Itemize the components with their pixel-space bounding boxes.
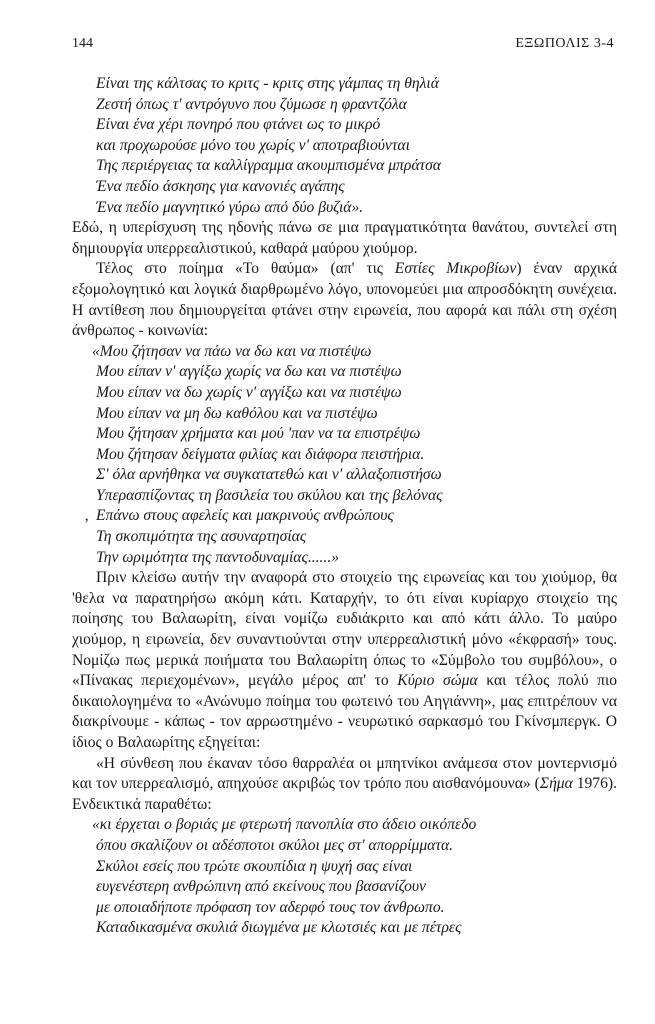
margin-mark: ‚: [84, 507, 90, 525]
paragraph-text: «Η σύνθεση που έκαναν τόσο θαρραλέα οι μπητνίκοι ανάμεσα στον μοντερνισμό και τον υπερρεαλισμό, απηχούσε ακριβώς τον τρόπο που αισθανόμουνα» (: [72, 754, 617, 793]
page-number: 144: [72, 36, 93, 51]
verse-line: Ένα πεδίο μαγνητικό γύρω από δύο βυζιά».: [96, 198, 364, 216]
verse-line: και προχωρούσε μόνο του χωρίς ν' αποτραβιούνται: [96, 136, 410, 154]
verse-line-marked: [84, 506, 617, 527]
verse-line: «Μου ζήτησαν να πάω να δω και να πιστέψω: [92, 342, 372, 360]
paragraph-text: ) έναν αρχικά εξομολογητικό και λογικά διαρθρωμένο λόγο, υπονομεύει μια απροσδόκητη συνέχεια. Η αντίθεση που δημιουργείται φτάνει στην ειρωνεία, που αφορά και πάλι στη σχέση άνθρωπος - κοινωνία:: [72, 260, 617, 340]
source-title: Σήμα: [539, 775, 573, 793]
paragraph: [72, 568, 617, 753]
paragraph-text: Πριν κλείσω αυτήν την αναφορά στο στοιχείο της ειρωνείας και του χιούμορ, θα 'θελα να παρατηρήσω ακόμη κάτι. Καταρχήν, το ότι είναι κυρίαρχο στοιχείο της ποίησης του Βαλαωρίτη, είναι νομίζω ευδιάκριτο και από κάτι άλλο. Το μαύρο χιούμορ, η ειρωνεία, δεν συναντιούνται στην υπερρεαλιστική μόνο «έκφρασή» τους. Νομίζω πως μερικά ποιήματα του Βαλαωρίτη όπως το «Σύμβολο του συμβόλου», ο «Πίνακας περιεχομένων», μεγάλο μέρος απ' το: [72, 569, 617, 690]
paragraph: [72, 259, 617, 341]
book-title: Εστίες Μικροβίων: [394, 260, 517, 278]
verse-line: «κι έρχεται ο βοριάς με φτερωτή πανοπλία στο άδειο οικόπεδο: [92, 816, 477, 834]
verse-line: Είναι της κάλτσας το κριτς - κριτς στης γάμπας τη θηλιά: [96, 75, 439, 92]
verse-line: Τη σκοπιμότητα της ασυναρτησίας: [96, 528, 307, 546]
paragraph: [72, 754, 617, 816]
verse-line: Ένα πεδίο άσκησης για κανονιές αγάπης: [96, 177, 345, 195]
verse-line: Σκύλοι εσείς που τρώτε σκουπίδια η ψυχή σας είναι: [96, 857, 413, 875]
paragraph: [72, 218, 617, 259]
verse-line: όπου σκαλίζουν οι αδέσποτοι σκύλοι μες στ' απορρίμματα.: [96, 836, 454, 854]
running-header: [72, 36, 614, 56]
verse-line: Της περιέργειας τα καλλίγραμμα ακουμπισμένα μπράτσα: [96, 157, 441, 175]
verse-line: Μου ζήτησαν χρήματα και μού 'παν να τα επιστρέψω: [96, 425, 421, 443]
paragraph-text: Τέλος στο ποίημα «Το θαύμα» (απ' τις: [96, 260, 395, 278]
book-title: Κύριο σώμα: [397, 672, 478, 690]
paragraph-text: Εδώ, η υπερίσχυση της ηδονής πάνω σε μια πραγματικότητα θανάτου, συντελεί στη δημιουργία υπερρεαλιστικού, καθαρά μαύρου χιούμορ.: [72, 219, 617, 257]
poem-excerpt-3: [72, 815, 617, 939]
paragraph-text: και τέλος πολύ πιο δικαιολογημένα το «Ανώνυμο ποίημα του φωτεινό του Αηγιάννη», μας επιτρέπουν να διακρίνουμε - κάπως - τον αρρωστημένο - νευρωτικό σαρκασμό του Γκίνσμπεργκ. Ο ίδιος ο Βαλαωρίτης εξηγείται:: [72, 672, 617, 751]
verse-line: Μου ζήτησαν δείγματα φιλίας και διάφορα πειστήρια.: [96, 445, 425, 463]
verse-line: Είναι ένα χέρι πονηρό που φτάνει ως το μικρό: [96, 116, 381, 134]
verse-line: Επάνω στους αφελείς και μακρινούς ανθρώπους: [96, 507, 394, 525]
journal-title: ΕΞΩΠΟΛΙΣ 3-4: [515, 36, 614, 51]
verse-line: ευγενέστερη ανθρώπινη από εκείνους που βασανίζουν: [96, 878, 426, 896]
poem-excerpt-2: [72, 342, 617, 569]
verse-line: Μου είπαν να μη δω καθόλου και να πιστέψω: [96, 404, 378, 422]
verse-line: Καταδικασμένα σκυλιά διωγμένα με κλωτσιές και με πέτρες: [96, 919, 462, 937]
verse-line: Την ωριμότητα της παντοδυναμίας......»: [96, 548, 340, 566]
poem-excerpt-1: [72, 74, 617, 218]
paragraph-text: 1976). Ενδεικτικά παραθέτω:: [72, 775, 617, 813]
page-body: [72, 74, 617, 939]
verse-line: Υπερασπίζοντας τη βασιλεία του σκύλου και της βελόνας: [96, 486, 443, 504]
verse-line: Ζεστή όπως τ' αντρόγυνο που ζύμωσε η φραντζόλα: [96, 95, 407, 113]
verse-line: Μου είπαν να δω χωρίς ν' αγγίξω και να πιστέψω: [96, 383, 402, 401]
verse-line: με οποιαδήποτε πρόφαση τον αδερφό τους τον άνθρωπο.: [96, 898, 445, 916]
verse-line: Σ' όλα αρνήθηκα να συγκατατεθώ και ν' αλλαξοπιστήσω: [96, 466, 442, 484]
verse-line: Μου είπαν ν' αγγίξω χωρίς να δω και να πιστέψω: [96, 363, 402, 381]
